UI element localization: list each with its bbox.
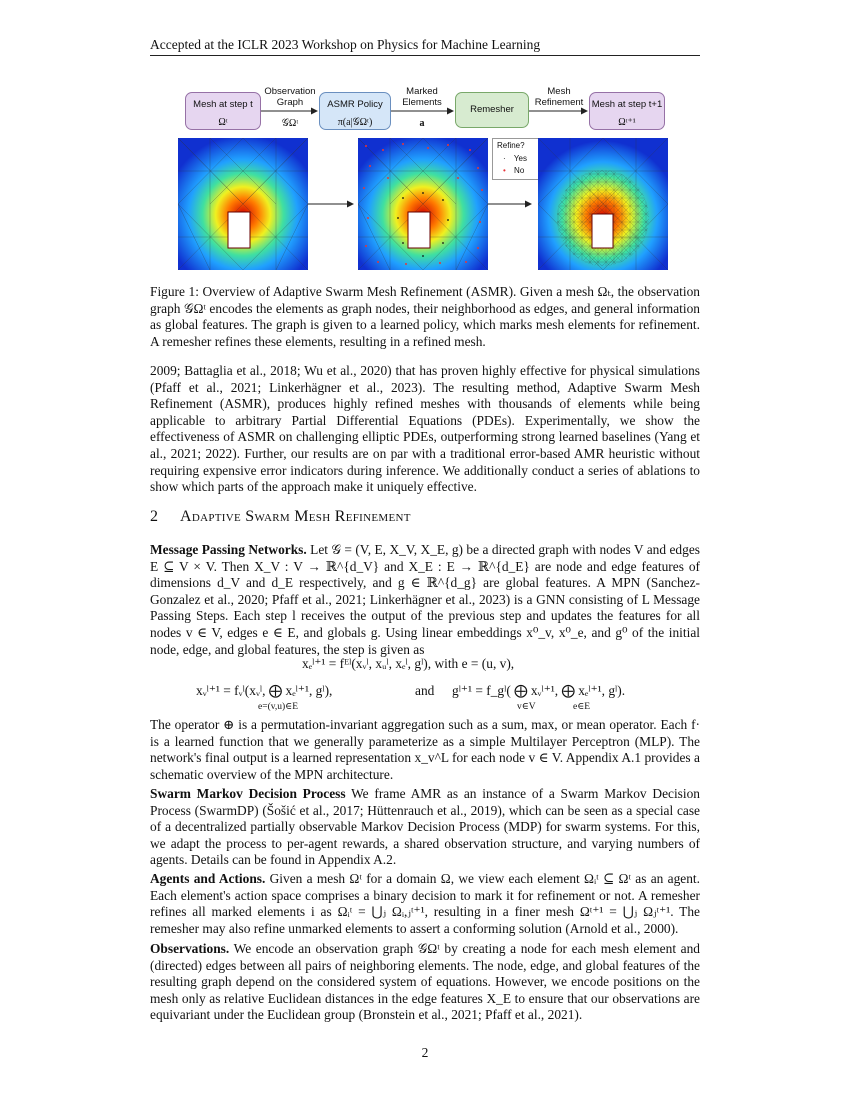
legend-yes-marker: · xyxy=(503,154,506,163)
intro-paragraph xyxy=(150,363,700,496)
page-number: 2 xyxy=(421,1045,429,1060)
mpn-heading: Message Passing Networks. xyxy=(150,542,307,557)
mesh-ref-line1: Mesh xyxy=(547,86,571,97)
observation-line1: Observation xyxy=(264,86,316,97)
legend-no-marker: • xyxy=(503,166,506,175)
equation-node-subscript: e=(v,u)∈E xyxy=(258,702,298,712)
equation-and: and xyxy=(415,683,435,698)
marked-line2: Elements xyxy=(402,97,442,108)
heatmap-marked xyxy=(358,138,488,270)
mesh-t1-title: Mesh at step t+1 xyxy=(591,99,663,110)
agents-heading: Agents and Actions. xyxy=(150,871,266,886)
mesh-t-symbol: Ωᵗ xyxy=(218,117,228,128)
observations-text: We encode an observation graph 𝒢Ωᵗ by creating a node for each mesh element and (directed) edges between all pairs of neighboring elements. The node, edge, and global features of the resulting graph depend on the considered system of equations. However, we encode positions on the mesh only as relative Euclidean distances in the edge features X_E to ensure that our observations are equivariant under the Euclidean group (Bronstein et al., 2021; Pfaff et al., 2021). xyxy=(150,941,700,1023)
agents-text: Given a mesh Ωᵗ for a domain Ω, we view each element Ωᵢᵗ ⊆ Ωᵗ as an agent. Each element's action space comprises a binary decision to mark it for refinement or not. A remesher refines all marked elements i as Ωᵢᵗ = ⋃ⱼ Ωᵢ,ⱼᵗ⁺¹, resulting in a finer mesh Ωᵗ⁺¹ = ⋃ⱼ Ωⱼᵗ⁺¹. The remesher may also refine unmarked elements to assert a conforming solution (Arnold et al., 2000). xyxy=(150,871,700,936)
caption-text: Overview of Adaptive Swarm Mesh Refinement (ASMR). Given a mesh Ωₜ, the observation graph 𝒢Ωᵗ encodes the elements as graph nodes, their neighborhood as edges, and general information as global features. The graph is given to a learned policy, which marks mesh elements for refinement. A remesher refines these elements, resulting in a refined mesh. xyxy=(150,284,700,349)
caption-label: Figure 1: xyxy=(150,284,199,299)
mesh-ref-line2: Refinement xyxy=(534,97,584,108)
legend-yes-label: Yes xyxy=(513,154,527,163)
remesher-title: Remesher xyxy=(470,104,514,115)
section-heading xyxy=(150,508,411,526)
equation-node-update: xᵥˡ⁺¹ = fᵥˡ(xᵥˡ, ⨁ xₑˡ⁺¹, gˡ), xyxy=(196,683,333,698)
running-header: Accepted at the ICLR 2023 Workshop on Physics for Machine Learning xyxy=(150,37,541,52)
figure-caption xyxy=(150,284,700,350)
mpn-text: Let 𝒢 = (V, E, X_V, X_E, g) be a directed graph with nodes V and edges E ⊆ V × V. Then X_V : V → ℝ^{d_V} and X_E : E → ℝ^{d_E} are node and edge features of dimensions d_V and d_E respectively, and g ∈ ℝ^{d_g} are global features. A MPN (Sanchez-Gonzalez et al., 2020; Pfaff et al., 2021; Linkerhägner et al., 2023) is a GNN consisting of L Message Passing Steps. Each step l receives the output of the previous step and updates the features for all nodes v ∈ V, edges e ∈ E, and globals g. Using linear embeddings x⁰_v, x⁰_e, and g⁰ of the initial node, edge, and global features, the step is given as xyxy=(150,542,700,657)
intro-paragraph-text: 2009; Battaglia et al., 2018; Wu et al., 2020) that has proven highly effective for physical simulations (Pfaff et al., 2021; Linkerhägner et al., 2023). The resulting method, Adaptive Swarm Mesh Refinement (ASMR), produces highly refined meshes with thousands of elements while being applicable to arbitrary Partial Differential Equations (PDEs). Experimentally, we show the effectiveness of ASMR on challenging elliptic PDEs, outperforming strong learned baselines (Yang et al., 2021; 2022). Further, our results are on par with a traditional error-based AMR heuristic without requiring expensive error indicators during inference. We additionally conduct a series of ablations to show which parts of the approach make it uniquely effective. xyxy=(150,363,700,495)
marked-symbol: a xyxy=(419,118,425,129)
figure-1 xyxy=(170,84,685,274)
swarmdp-paragraph xyxy=(150,786,700,869)
observations-paragraph xyxy=(150,941,700,1024)
equation-global-subscript-e: e∈E xyxy=(573,702,591,712)
legend-no xyxy=(503,166,524,175)
section-number: 2 xyxy=(150,508,158,525)
observation-line2: Graph xyxy=(276,97,304,108)
operator-paragraph xyxy=(150,717,700,783)
equation-global-update: gˡ⁺¹ = f_gˡ( ⨁ xᵥˡ⁺¹, ⨁ xₑˡ⁺¹, gˡ). xyxy=(452,683,626,698)
swarmdp-text: We frame AMR as an instance of a Swarm Markov Decision Process (SwarmDP) (Šošić et al., 2017; Hüttenrauch et al., 2019), which can be seen as a special case of a decentralized partially observable Markov Decision Process (MDP) for swarm systems. For this, we adapt the process to per-agent rewards, a shared observation structure, and varying numbers of agents. Details can be found in Appendix A.2. xyxy=(150,786,700,868)
legend-title: Refine? xyxy=(497,141,525,150)
header-rule xyxy=(150,55,700,56)
legend-yes xyxy=(503,154,527,163)
heatmap-mesh-t1 xyxy=(538,138,668,270)
mesh-t1-symbol: Ωᵗ⁺¹ xyxy=(618,117,636,128)
mpn-paragraph xyxy=(150,542,700,658)
policy-symbol: π(a|𝒢Ωᵗ) xyxy=(337,117,373,128)
marked-line1: Marked xyxy=(406,86,438,97)
section-title: Adaptive Swarm Mesh Refinement xyxy=(180,508,411,525)
equation-global-subscript-v: v∈V xyxy=(517,702,536,712)
mesh-t-title: Mesh at step t xyxy=(193,99,253,110)
legend-no-label: No xyxy=(514,166,525,175)
equation-edge-update: xₑˡ⁺¹ = fᴱˡ(xᵥˡ, xᵤˡ, xₑˡ, gˡ), with e = (u, v), xyxy=(302,656,515,671)
heatmap-mesh-t xyxy=(178,138,308,270)
observation-symbol: 𝒢Ωᵗ xyxy=(281,118,299,129)
operator-paragraph-text: The operator ⊕ is a permutation-invariant aggregation such as a sum, max, or mean operator. Each f· is a learned function that we generally parameterize as a simple Multilayer Perceptron (MLP). The network's final output is a learned representation x_v^L for each node v ∈ V. Appendix A.1 provides a schematic overview of the MPN architecture. xyxy=(150,717,700,782)
observations-heading: Observations. xyxy=(150,941,230,956)
agents-paragraph xyxy=(150,871,700,937)
policy-title: ASMR Policy xyxy=(327,99,383,110)
refine-legend xyxy=(492,138,540,180)
swarmdp-heading: Swarm Markov Decision Process xyxy=(150,786,346,801)
